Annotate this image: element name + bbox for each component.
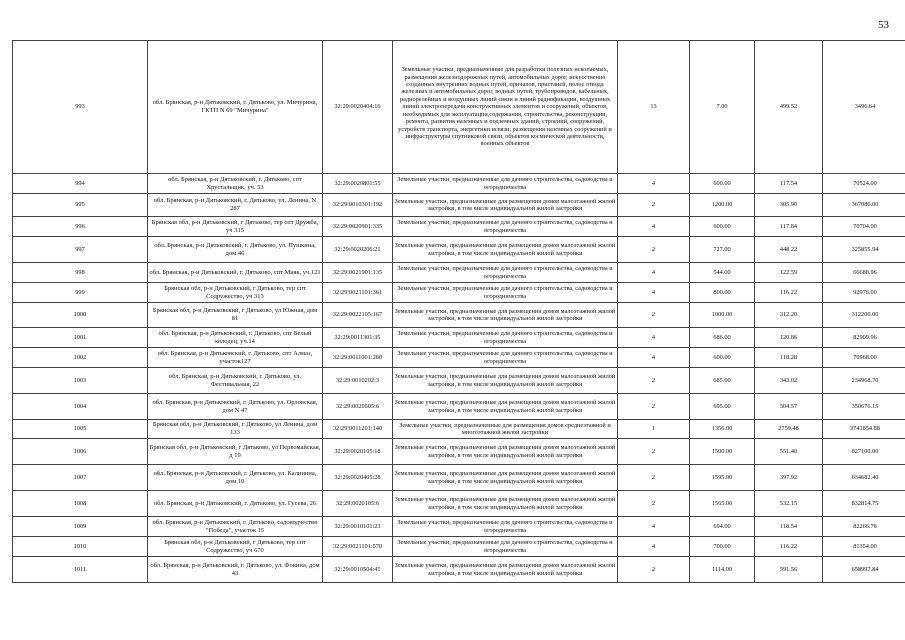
table-row bbox=[13, 303, 905, 328]
specific-value-cell: 120.86 bbox=[755, 328, 823, 348]
cadastral-number-cell: 32:29:0010202:3 bbox=[323, 368, 393, 394]
address-cell: обл. Брянская, р-н Дятьковский, г. Дятьково, спт Алмаз, участок127 bbox=[148, 348, 323, 368]
cadastral-value-cell: 325855.94 bbox=[823, 237, 905, 263]
address-cell: Брянская обл, р-н Дятьковский, г Дятьково, ул Южная, дом 81 bbox=[148, 303, 323, 328]
table-row bbox=[13, 194, 905, 217]
specific-value-cell: 591.56 bbox=[755, 557, 823, 583]
cadastral-number-cell: 32:29:0021101:570 bbox=[323, 537, 393, 557]
cadastral-number-cell: 32:29:0020901:335 bbox=[323, 217, 393, 237]
table-row bbox=[13, 328, 905, 348]
specific-value-cell: 448.22 bbox=[755, 237, 823, 263]
land-use-cell: Земельные участки, предназначенные для дачного строительства, садоводства и огородничества bbox=[393, 348, 618, 368]
specific-value-cell: 305.90 bbox=[755, 194, 823, 217]
land-registry-table bbox=[12, 40, 905, 583]
cadastral-number-cell: 32:29:0020505:6 bbox=[323, 394, 393, 420]
group-cell: 2 bbox=[618, 303, 690, 328]
cadastral-number-cell: 32:29:0020801:55 bbox=[323, 174, 393, 194]
area-cell: 1114.00 bbox=[690, 557, 755, 583]
area-cell: 700.00 bbox=[690, 537, 755, 557]
address-cell: обл. Брянская, р-н Дятьковский, г. Дятьково, ул. Фестивальная, 22 bbox=[148, 368, 323, 394]
cadastral-value-cell: 3496.64 bbox=[823, 41, 905, 174]
cadastral-value-cell: 3741854.88 bbox=[823, 420, 905, 439]
cadastral-value-cell: 66688.96 bbox=[823, 263, 905, 283]
cadastral-value-cell: 70524.00 bbox=[823, 174, 905, 194]
area-cell: 727.00 bbox=[690, 237, 755, 263]
land-use-cell: Земельные участки, предназначенные для размещения домов малоэтажной жилой застройки, в том числе индивидуальной жилой застройки bbox=[393, 394, 618, 420]
address-cell: обл. Брянская, р-н Дятьковский, г. Дятьково, спт Маяк, уч.121 bbox=[148, 263, 323, 283]
table-row bbox=[13, 491, 905, 517]
group-cell: 2 bbox=[618, 557, 690, 583]
table-row bbox=[13, 174, 905, 194]
row-number: 995 bbox=[13, 194, 148, 217]
cadastral-number-cell: 32:29:0011301:35 bbox=[323, 328, 393, 348]
row-number: 1001 bbox=[13, 328, 148, 348]
cadastral-value-cell: 367080.00 bbox=[823, 194, 905, 217]
table-row bbox=[13, 537, 905, 557]
row-number: 1008 bbox=[13, 491, 148, 517]
cadastral-value-cell: 82909.96 bbox=[823, 328, 905, 348]
area-cell: 600.00 bbox=[690, 217, 755, 237]
group-cell: 2 bbox=[618, 439, 690, 465]
area-cell: 1500.00 bbox=[690, 439, 755, 465]
row-number: 1007 bbox=[13, 465, 148, 491]
area-cell: 694.00 bbox=[690, 517, 755, 537]
land-use-cell: Земельные участки, предназначенные для размещения домов малоэтажной жилой застройки, в том числе индивидуальной жилой застройки bbox=[393, 491, 618, 517]
row-number: 1009 bbox=[13, 517, 148, 537]
address-cell: обл. Брянская, р-н Дятьковский, г. Дятьково, ул. Пушкина, дом 46 bbox=[148, 237, 323, 263]
row-number: 999 bbox=[13, 283, 148, 303]
cadastral-value-cell: 658997.84 bbox=[823, 557, 905, 583]
cadastral-number-cell: 32:29:0010101:23 bbox=[323, 517, 393, 537]
group-cell: 4 bbox=[618, 174, 690, 194]
area-cell: 685.00 bbox=[690, 368, 755, 394]
land-use-cell: Земельные участки, предназначенные для размещения домов малоэтажной жилой застройки, в том числе индивидуальной жилой застройки bbox=[393, 439, 618, 465]
area-cell: 1200.00 bbox=[690, 194, 755, 217]
cadastral-value-cell: 70704.00 bbox=[823, 217, 905, 237]
cadastral-value-cell: 70968.00 bbox=[823, 348, 905, 368]
cadastral-value-cell: 234968.70 bbox=[823, 368, 905, 394]
address-cell: обл. Брянская, р-н Дятьковский, г. Дятьково, ул. Калинина, дом 10 bbox=[148, 465, 323, 491]
cadastral-number-cell: 32:29:0010504:41 bbox=[323, 557, 393, 583]
address-cell: обл. Брянская, р-н Дятьковский, г. Дятьково, спт Белый колодец, уч.14 bbox=[148, 328, 323, 348]
area-cell: 1565.00 bbox=[690, 491, 755, 517]
cadastral-value-cell: 312200.00 bbox=[823, 303, 905, 328]
address-cell: обл. Брянская, р-н Дятьковский, г. Дятьково, ул. Фокина, дом 43 bbox=[148, 557, 323, 583]
row-number: 1006 bbox=[13, 439, 148, 465]
group-cell: 1 bbox=[618, 420, 690, 439]
land-use-cell: Земельные участки, предназначенные для размещения домов малоэтажной жилой застройки, в том числе индивидуальной жилой застройки bbox=[393, 237, 618, 263]
land-use-cell: Земельные участки, предназначенные для дачного строительства, садоводства и огородничества bbox=[393, 174, 618, 194]
page-number: 53 bbox=[878, 19, 889, 31]
address-cell: Брянская обл, р-н Дятьковский, г Дятьково, ул Первомайская, д 19 bbox=[148, 439, 323, 465]
table-row bbox=[13, 263, 905, 283]
area-cell: 800.00 bbox=[690, 283, 755, 303]
table-row bbox=[13, 394, 905, 420]
area-cell: 1595.00 bbox=[690, 465, 755, 491]
land-use-cell: Земельные участки, предназначенные для дачного строительства, садоводства и огородничества bbox=[393, 517, 618, 537]
address-cell: обл. Брянская, р-н Дятьковский, г. Дятьково, ул. Орловская, дом N 47 bbox=[148, 394, 323, 420]
area-cell: 695.00 bbox=[690, 394, 755, 420]
group-cell: 2 bbox=[618, 465, 690, 491]
cadastral-number-cell: 32:29:0020105:6 bbox=[323, 491, 393, 517]
group-cell: 4 bbox=[618, 537, 690, 557]
table-row bbox=[13, 237, 905, 263]
land-use-cell: Земельные участки, предназначенные для разработки полезных ископаемых, размещения железнодорожных путей, автомобильных дорог, искусственно созданных внутренних водных путей, причалов, пристаней, полос отвода железных и автомобильных дорог, водных путей, трубопроводов, кабельных, радиорелейных и воздушных линий связи и линий радиофикации, воздушных линий электропередачи конструктивных элементов и сооружений, объектов, необходимых для эксплуатации,содержания, строительства, реконструкции, ремонта, развития наземных и подземных зданий, строений, сооружений, устройств транспорта, энергетики исвязи; размещения наземных сооружений и инфраструктуры спутниковой связи, объектов космической деятельности, военных объектов bbox=[393, 41, 618, 174]
cadastral-value-cell: 350676.15 bbox=[823, 394, 905, 420]
table-body bbox=[13, 41, 905, 583]
table-row bbox=[13, 517, 905, 537]
cadastral-number-cell: 32:29:0022105:167 bbox=[323, 303, 393, 328]
cadastral-number-cell: 32:29:0011201:140 bbox=[323, 420, 393, 439]
address-cell: обл. Брянская, р-н Дятьковский, г. Дятьково, садоводчество "Победа", участок 15 bbox=[148, 517, 323, 537]
table-row bbox=[13, 283, 905, 303]
cadastral-number-cell: 32:29:0021901:135 bbox=[323, 263, 393, 283]
group-cell: 4 bbox=[618, 283, 690, 303]
specific-value-cell: 116.22 bbox=[755, 283, 823, 303]
cadastral-number-cell: 32:29:0010301:192 bbox=[323, 194, 393, 217]
land-use-cell: Земельные участки, предназначенные для размещения домов малоэтажной жилой застройки, в том числе индивидуальной жилой застройки bbox=[393, 557, 618, 583]
cadastral-number-cell: 32:29:0021101:361 bbox=[323, 283, 393, 303]
specific-value-cell: 118.54 bbox=[755, 517, 823, 537]
specific-value-cell: 532.15 bbox=[755, 491, 823, 517]
land-use-cell: Земельные участки, предназначенные для размещения домов среднеэтажной и многоэтажной жилой застройки bbox=[393, 420, 618, 439]
group-cell: 4 bbox=[618, 217, 690, 237]
area-cell: 1000.00 bbox=[690, 303, 755, 328]
table-row bbox=[13, 557, 905, 583]
address-cell: обл. Брянская, р-н Дятьковский, г. Дятьково, ул. Гусева, 26 bbox=[148, 491, 323, 517]
row-number: 1002 bbox=[13, 348, 148, 368]
address-cell: обл. Брянская, р-н Дятьковский, г. Дятьково, ул. Мичурина, ГКТП N 69 "Мичурина" bbox=[148, 41, 323, 174]
land-use-cell: Земельные участки, предназначенные для размещения домов малоэтажной жилой застройки, в том числе индивидуальной жилой застройки bbox=[393, 368, 618, 394]
row-number: 997 bbox=[13, 237, 148, 263]
area-cell: 600.00 bbox=[690, 174, 755, 194]
row-number: 998 bbox=[13, 263, 148, 283]
group-cell: 2 bbox=[618, 368, 690, 394]
group-cell: 13 bbox=[618, 41, 690, 174]
table-row bbox=[13, 439, 905, 465]
group-cell: 4 bbox=[618, 328, 690, 348]
row-number: 1005 bbox=[13, 420, 148, 439]
group-cell: 4 bbox=[618, 348, 690, 368]
specific-value-cell: 397.92 bbox=[755, 465, 823, 491]
table-row bbox=[13, 348, 905, 368]
specific-value-cell: 118.28 bbox=[755, 348, 823, 368]
specific-value-cell: 117.84 bbox=[755, 217, 823, 237]
land-use-cell: Земельные участки, предназначенные для дачного строительства, садоводства и огородничества bbox=[393, 263, 618, 283]
group-cell: 2 bbox=[618, 237, 690, 263]
area-cell: 7.00 bbox=[690, 41, 755, 174]
land-use-cell: Земельные участки, предназначенные для дачного строительства, садоводства и огородничества bbox=[393, 283, 618, 303]
specific-value-cell: 551.40 bbox=[755, 439, 823, 465]
specific-value-cell: 117.54 bbox=[755, 174, 823, 194]
specific-value-cell: 122.59 bbox=[755, 263, 823, 283]
row-number: 994 bbox=[13, 174, 148, 194]
area-cell: 686.00 bbox=[690, 328, 755, 348]
land-use-cell: Земельные участки, предназначенные для дачного строительства, садоводства и огородничества bbox=[393, 217, 618, 237]
cadastral-value-cell: 92976.00 bbox=[823, 283, 905, 303]
area-cell: 600.00 bbox=[690, 348, 755, 368]
group-cell: 4 bbox=[618, 263, 690, 283]
row-number: 1000 bbox=[13, 303, 148, 328]
cadastral-value-cell: 832814.75 bbox=[823, 491, 905, 517]
cadastral-number-cell: 32:29:0020404:16 bbox=[323, 41, 393, 174]
row-number: 1010 bbox=[13, 537, 148, 557]
specific-value-cell: 504.57 bbox=[755, 394, 823, 420]
table-row bbox=[13, 368, 905, 394]
land-use-cell: Земельные участки, предназначенные для дачного строительства, садоводства и огородничества bbox=[393, 537, 618, 557]
land-use-cell: Земельные участки, предназначенные для дачного строительства, садоводства и огородничества bbox=[393, 328, 618, 348]
cadastral-value-cell: 827100.00 bbox=[823, 439, 905, 465]
area-cell: 1356.00 bbox=[690, 420, 755, 439]
address-cell: Брянская обл, р-н Дятьковский, г Дятьково, тер спт Содружество, уч 670 bbox=[148, 537, 323, 557]
row-number: 1011 bbox=[13, 557, 148, 583]
group-cell: 4 bbox=[618, 517, 690, 537]
area-cell: 544.00 bbox=[690, 263, 755, 283]
row-number: 1003 bbox=[13, 368, 148, 394]
address-cell: обл. Брянская, р-н Дятьковский, г. Дятьково, спт Хрустальщик, уч. 53 bbox=[148, 174, 323, 194]
specific-value-cell: 116.22 bbox=[755, 537, 823, 557]
row-number: 996 bbox=[13, 217, 148, 237]
group-cell: 2 bbox=[618, 491, 690, 517]
address-cell: обл. Брянская, р-н Дятьковский, г. Дятьково, ул. Ленина, N 287 bbox=[148, 194, 323, 217]
table-row bbox=[13, 420, 905, 439]
row-number: 993 bbox=[13, 41, 148, 174]
group-cell: 2 bbox=[618, 194, 690, 217]
table-row bbox=[13, 217, 905, 237]
cadastral-number-cell: 32:29:0011001:260 bbox=[323, 348, 393, 368]
address-cell: Брянская обл, р-н Дятьковский, г Дятьково, тер спт Содружество, уч 313 bbox=[148, 283, 323, 303]
specific-value-cell: 312.20 bbox=[755, 303, 823, 328]
table-row bbox=[13, 41, 905, 174]
land-use-cell: Земельные участки, предназначенные для размещения домов малоэтажной жилой застройки, в том числе индивидуальной жилой застройки bbox=[393, 303, 618, 328]
cadastral-value-cell: 81354.00 bbox=[823, 537, 905, 557]
specific-value-cell: 343.02 bbox=[755, 368, 823, 394]
cadastral-number-cell: 32:29:0020405:28 bbox=[323, 465, 393, 491]
cadastral-value-cell: 82266.76 bbox=[823, 517, 905, 537]
specific-value-cell: 2759.48 bbox=[755, 420, 823, 439]
cadastral-value-cell: 634682.40 bbox=[823, 465, 905, 491]
address-cell: Брянская обл, р-н Дятьковский, г Дятьково, ул Ленина, дом 133 bbox=[148, 420, 323, 439]
cadastral-number-cell: 32:29:0020206:21 bbox=[323, 237, 393, 263]
group-cell: 2 bbox=[618, 394, 690, 420]
address-cell: Брянская обл, р-н Дятьковский, г Дятьково, тер спт Дружба, уч 315 bbox=[148, 217, 323, 237]
cadastral-number-cell: 32:29:0020105:18 bbox=[323, 439, 393, 465]
land-use-cell: Земельные участки, предназначенные для размещения домов малоэтажной жилой застройки, в том числе индивидуальной жилой застройки bbox=[393, 465, 618, 491]
table-row bbox=[13, 465, 905, 491]
row-number: 1004 bbox=[13, 394, 148, 420]
land-use-cell: Земельные участки, предназначенные для размещения домов малоэтажной жилой застройки, в том числе индивидуальной жилой застройки bbox=[393, 194, 618, 217]
specific-value-cell: 499.52 bbox=[755, 41, 823, 174]
